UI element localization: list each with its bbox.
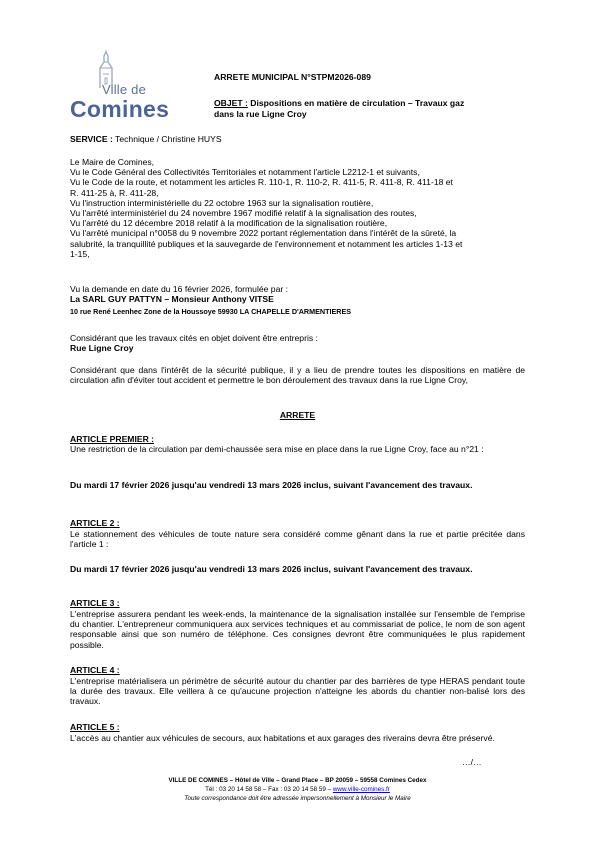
footer-correspondence: Toute correspondance doit être adressée impersonnellement à Monsieur le Maire xyxy=(184,795,411,802)
footer-phone-fax: Tél : 03 20 14 58 58 – Fax : 03 20 14 58 59 – xyxy=(205,786,333,793)
preamble-line: Vu l'arrêté municipal n°0058 du 9 novembre 2022 portant réglementation dans l'intérêt de la sûreté, la xyxy=(70,228,457,239)
continuation-mark: …/… xyxy=(462,757,482,767)
article-5-text: L'accès au chantier aux véhicules de secours, aux habitations et aux garages des riverains devra être préservé. xyxy=(70,733,495,743)
preamble-line: Vu l'arrêté du 12 décembre 2018 relatif à la modification de la signalisation routière, xyxy=(70,218,388,229)
article-1-dates: Du mardi 17 février 2026 jusqu'au vendredi 13 mars 2026 inclus, suivant l'avancement des travaux. xyxy=(70,480,473,490)
logo-comines-text: Comines xyxy=(70,96,170,122)
preamble-line: Vu le Code de la route, et notamment les articles R. 110-1, R. 110-2, R. 411-5, R. 411-8, R. 411-18 et xyxy=(70,177,453,188)
decree-title: ARRETE MUNICIPAL N°STPM2026-089 xyxy=(214,72,371,82)
footer-address: VILLE DE COMINES – Hôtel de Ville – Grand Place – BP 20059 – 59558 Comines Cedex xyxy=(168,777,427,784)
service-value: Technique / Christine HUYS xyxy=(112,134,222,144)
footer-website-link[interactable]: www.ville-comines.fr xyxy=(332,786,390,793)
article-5-title: ARTICLE 5 : xyxy=(70,722,120,732)
city-logo xyxy=(68,50,168,128)
preamble-line: Vu l'instruction interministérielle du 22 octobre 1963 sur la signalisation routière, xyxy=(70,197,374,208)
article-1-text: Une restriction de la circulation par demi-chaussée sera mise en place dans la rue Ligne Croy, face au n°21 : xyxy=(70,444,484,454)
considerant-1-line: Considérant que les travaux cités en objet doivent être entrepris : xyxy=(70,333,318,343)
arrete-heading: ARRETE xyxy=(279,410,316,420)
objet-line-2: dans la rue Ligne Croy xyxy=(214,109,307,119)
article-2-title: ARTICLE 2 : xyxy=(70,518,120,528)
preamble-line: 1-15, xyxy=(70,248,90,259)
article-1-title: ARTICLE PREMIER : xyxy=(70,434,155,444)
article-3-text: L'entreprise assurera pendant les week-ends, la maintenance de la signalisation installée sur l'ensemble de l'emprise du chantier. L'entrepreneur communiquera aux services techniques et au commissariat de police, le nom de son agent responsable ainsi que son numéro de téléphone. Ces consignes devront être communiquées le plus rapidement possible. xyxy=(70,609,525,650)
preamble-line: Vu l'arrêté interministériel du 24 novembre 1967 modifié relatif à la signalisation des routes, xyxy=(70,208,417,219)
objet-label: OBJET : xyxy=(214,98,248,108)
objet-text-1: Dispositions en matière de circulation – Travaux gaz xyxy=(247,98,465,108)
article-3-title: ARTICLE 3 : xyxy=(70,598,120,608)
service-line xyxy=(70,134,222,144)
preamble-line: salubrité, la tranquillité publiques et la sauvegarde de l'environnement et notamment les articles 1-13 et xyxy=(70,238,463,249)
demand-company: La SARL GUY PATTYN – Monsieur Anthony VITSE xyxy=(70,294,274,304)
article-4-title: ARTICLE 4 : xyxy=(70,665,120,675)
service-label: SERVICE : xyxy=(70,134,113,144)
article-2-text: Le stationnement des véhicules de toute nature sera considéré comme gênant dans la rue et partie précitée dans l'article 1 : xyxy=(70,529,525,550)
demand-address: 10 rue René Leenhec Zone de la Houssoye 59930 LA CHAPELLE D'ARMENTIERES xyxy=(70,307,352,316)
preamble xyxy=(70,157,462,259)
demand-line: Vu la demande en date du 16 février 2026, formulée par : xyxy=(70,284,289,294)
preamble-line: Vu le Code Général des Collectivités Territoriales et notamment l'article L2212-1 et suivants, xyxy=(70,167,420,178)
footer-contact xyxy=(0,786,595,794)
article-2-dates: Du mardi 17 février 2026 jusqu'au vendredi 13 mars 2026 inclus, suivant l'avancement des travaux. xyxy=(70,564,473,574)
objet-line-1 xyxy=(214,98,464,108)
article-4-text: L'entreprise matérialisera un périmètre de sécurité autour du chantier par des barrières de type HERAS pendant toute la durée des travaux. Elle veillera à ce qu'aucune projection n'atteigne les abords du chantier non-balisé lors des travaux. xyxy=(70,676,525,707)
considerant-1-street: Rue Ligne Croy xyxy=(70,343,134,353)
preamble-line: R. 411-25 à, R. 411-28, xyxy=(70,187,159,198)
logo-ville-text: Ville de xyxy=(102,82,147,97)
considerant-2: Considérant que dans l'intérêt de la sécurité publique, il y a lieu de prendre toutes les dispositions en matière de circulation afin d'éviter tout accident et permettre le bon déroulement des travaux dans la rue Ligne Croy, xyxy=(70,365,525,386)
preamble-line: Le Maire de Comines, xyxy=(70,157,155,167)
